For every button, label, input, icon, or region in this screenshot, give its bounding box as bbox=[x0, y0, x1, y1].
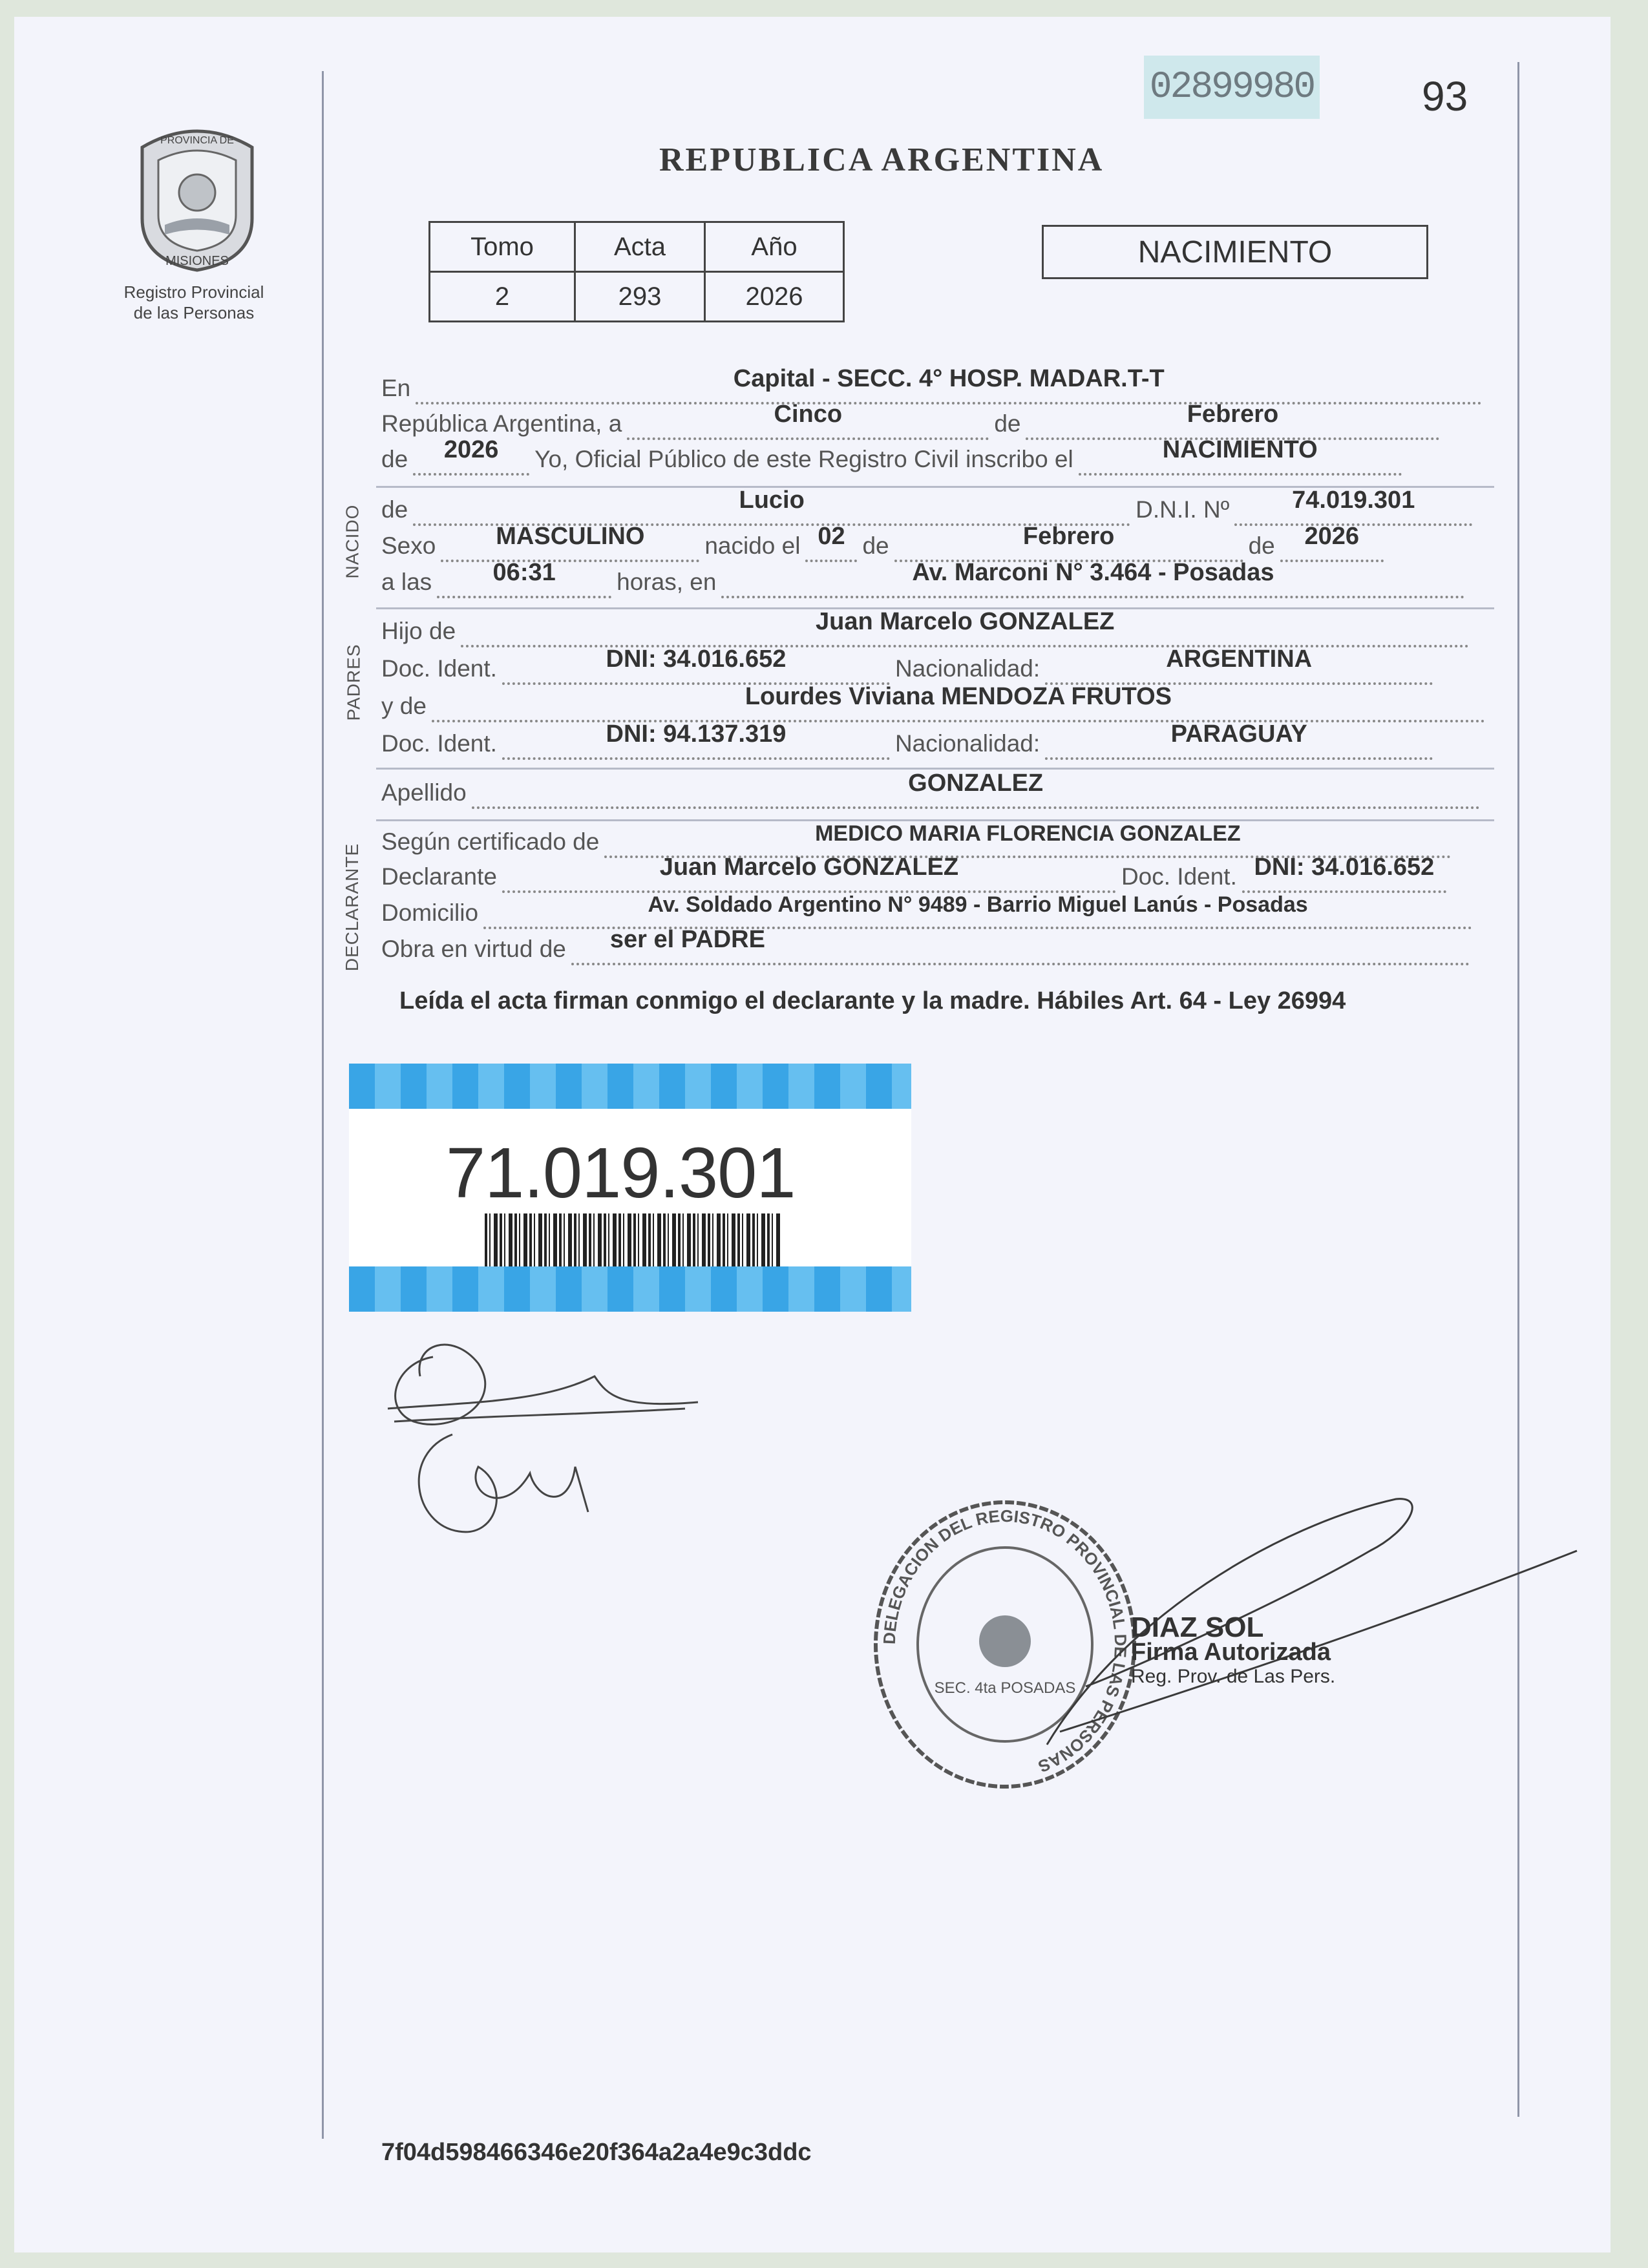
field-domicilio: Av. Soldado Argentino N° 9489 - Barrio Miguel Lanús - Posadas bbox=[483, 896, 1472, 929]
row-declarante bbox=[381, 854, 1446, 893]
document-hash: 7f04d598466346e20f364a2a4e9c3ddc bbox=[381, 2139, 812, 2166]
svg-text:PROVINCIA DE: PROVINCIA DE bbox=[160, 135, 234, 146]
signer-block bbox=[1131, 1612, 1336, 1689]
province-seal-icon bbox=[129, 121, 265, 277]
value-tomo: 2 bbox=[430, 272, 575, 322]
country-title: REPUBLICA ARGENTINA bbox=[659, 142, 1104, 178]
svg-text:DELEGACION DEL REGISTRO PROVIN: DELEGACION DEL REGISTRO PROVINCIAL DE LAS PERSONAS bbox=[879, 1506, 1131, 1777]
label-doc-ident-padre: Doc. Ident. bbox=[381, 655, 497, 682]
field-declarante: Juan Marcelo GONZALEZ bbox=[502, 859, 1116, 893]
label-doc-ident-declarante: Doc. Ident. bbox=[1121, 863, 1237, 890]
field-nac-anio: 2026 bbox=[1280, 529, 1384, 562]
label-obra: Obra en virtud de bbox=[381, 936, 566, 962]
field-padre-nac: ARGENTINA bbox=[1045, 651, 1433, 685]
label-domicilio: Domicilio bbox=[381, 899, 479, 926]
field-nac-dia: 02 bbox=[805, 529, 857, 562]
left-margin-rule bbox=[322, 71, 324, 2139]
sticker-number: 71.019.301 bbox=[446, 1133, 796, 1213]
label-de-anio: de bbox=[381, 446, 408, 472]
record-table bbox=[428, 221, 845, 322]
label-republica: República Argentina, a bbox=[381, 410, 622, 437]
field-dia: Cinco bbox=[627, 406, 989, 440]
label-y-de: y de bbox=[381, 693, 427, 719]
row-padre-doc bbox=[381, 646, 1433, 685]
registry-caption-line2: de las Personas bbox=[133, 303, 255, 322]
label-a-las: a las bbox=[381, 569, 432, 595]
label-de-anio-nac: de bbox=[1248, 532, 1275, 559]
field-obra: ser el PADRE bbox=[571, 932, 1470, 965]
legal-note: Leída el acta firman conmigo el declarante y la madre. Hábiles Art. 64 - Ley 26994 bbox=[399, 987, 1346, 1014]
section-padres: PADRES bbox=[343, 644, 364, 721]
label-apellido: Apellido bbox=[381, 779, 467, 806]
field-mes: Febrero bbox=[1026, 406, 1439, 440]
registry-caption bbox=[97, 282, 291, 323]
svg-text:MISIONES: MISIONES bbox=[165, 254, 229, 268]
right-margin-rule bbox=[1517, 62, 1519, 2117]
label-dni: D.N.I. Nº bbox=[1136, 496, 1230, 523]
label-oficial: Yo, Oficial Público de este Registro Civil inscribo el bbox=[534, 446, 1073, 472]
row-domicilio bbox=[381, 892, 1472, 929]
label-doc-ident-madre: Doc. Ident. bbox=[381, 730, 497, 757]
header-anio: Año bbox=[705, 222, 844, 272]
label-hijo-de: Hijo de bbox=[381, 618, 456, 644]
row-lugar bbox=[381, 365, 1482, 404]
field-certificado: MEDICO MARIA FLORENCIA GONZALEZ bbox=[604, 824, 1451, 858]
field-lugar-nac: Av. Marconi N° 3.464 - Posadas bbox=[721, 565, 1464, 598]
signer-title: Firma Autorizada bbox=[1131, 1639, 1331, 1666]
row-hora bbox=[381, 559, 1464, 598]
value-acta: 293 bbox=[575, 272, 705, 322]
label-nacido-el: nacido el bbox=[704, 532, 801, 559]
field-declarante-doc: DNI: 34.016.652 bbox=[1242, 859, 1446, 893]
field-madre: Lourdes Viviana MENDOZA FRUTOS bbox=[432, 689, 1485, 722]
field-sexo: MASCULINO bbox=[441, 529, 699, 562]
signature-icon bbox=[375, 1305, 724, 1557]
row-nombre bbox=[381, 487, 1472, 526]
field-padre: Juan Marcelo GONZALEZ bbox=[461, 614, 1469, 647]
label-en: En bbox=[381, 375, 411, 401]
field-lugar: Capital - SECC. 4° HOSP. MADAR.T-T bbox=[416, 371, 1482, 404]
section-nacido: NACIDO bbox=[342, 504, 363, 579]
folio-number: 93 bbox=[1422, 73, 1468, 120]
value-anio: 2026 bbox=[705, 272, 844, 322]
field-dni: 74.019.301 bbox=[1234, 492, 1472, 526]
field-anio: 2026 bbox=[413, 442, 529, 476]
sticker-band-top bbox=[349, 1064, 911, 1109]
label-horas-en: horas, en bbox=[617, 569, 717, 595]
row-obra bbox=[381, 926, 1470, 965]
signer-name: DIAZ SOL bbox=[1131, 1612, 1264, 1643]
label-segun: Según certificado de bbox=[381, 828, 600, 855]
dni-sticker bbox=[349, 1064, 911, 1312]
row-apellido bbox=[381, 770, 1480, 809]
field-apellido: GONZALEZ bbox=[472, 775, 1480, 809]
label-nacionalidad-madre: Nacionalidad: bbox=[894, 730, 1041, 757]
field-madre-nac: PARAGUAY bbox=[1045, 726, 1433, 760]
row-inscripcion bbox=[381, 436, 1402, 476]
row-padre bbox=[381, 608, 1469, 647]
label-nacionalidad-padre: Nacionalidad: bbox=[894, 655, 1041, 682]
header-acta: Acta bbox=[575, 222, 705, 272]
barcode-icon bbox=[485, 1213, 782, 1266]
section-declarante: DECLARANTE bbox=[342, 843, 363, 972]
serial-number: 02899980 bbox=[1144, 56, 1320, 119]
row-sexo bbox=[381, 523, 1384, 562]
field-acto: NACIMIENTO bbox=[1079, 442, 1402, 476]
header-tomo: Tomo bbox=[430, 222, 575, 272]
field-nombre: Lucio bbox=[413, 492, 1130, 526]
field-hora: 06:31 bbox=[437, 565, 611, 598]
field-nac-mes: Febrero bbox=[894, 529, 1243, 562]
label-de-mes: de bbox=[862, 532, 889, 559]
record-type-box: NACIMIENTO bbox=[1042, 225, 1428, 279]
label-sexo: Sexo bbox=[381, 532, 436, 559]
label-de-nombre: de bbox=[381, 496, 408, 523]
field-padre-doc: DNI: 34.016.652 bbox=[502, 651, 890, 685]
row-madre-doc bbox=[381, 720, 1433, 760]
row-fecha bbox=[381, 401, 1439, 440]
signer-org: Reg. Prov. de Las Pers. bbox=[1131, 1666, 1336, 1687]
row-madre bbox=[381, 683, 1485, 722]
svg-text:SEC. 4ta POSADAS: SEC. 4ta POSADAS bbox=[934, 1679, 1076, 1697]
label-de: de bbox=[994, 410, 1021, 437]
registry-caption-line1: Registro Provincial bbox=[123, 282, 264, 302]
label-declarante: Declarante bbox=[381, 863, 497, 890]
field-madre-doc: DNI: 94.137.319 bbox=[502, 726, 890, 760]
